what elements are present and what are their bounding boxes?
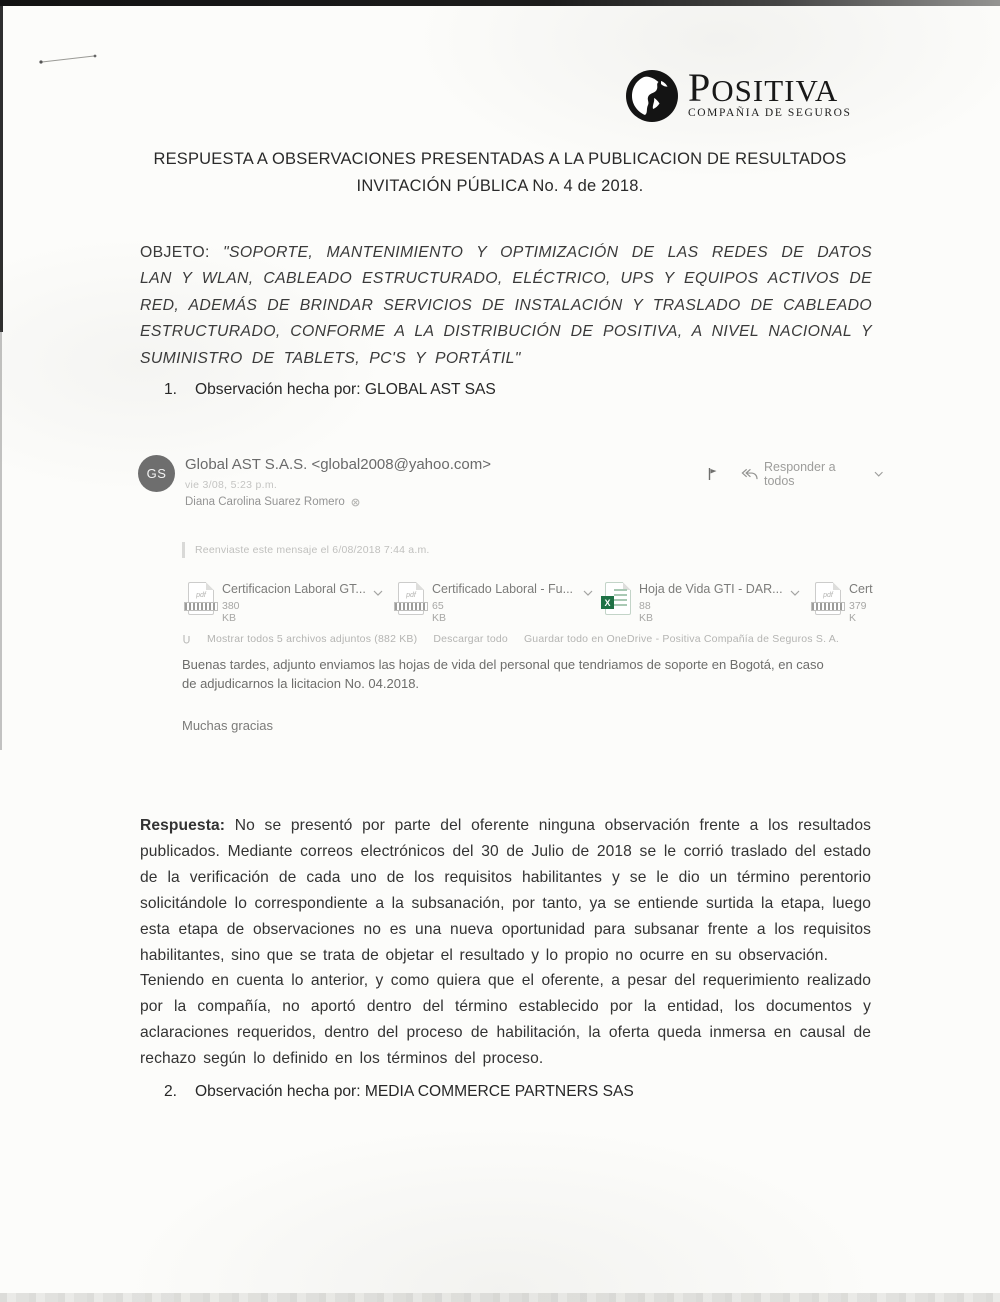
item-text: Observación hecha por: GLOBAL AST SAS [195,381,496,398]
response-label: Respuesta: [140,817,226,834]
scan-artifact-left-edge-faint [0,330,2,750]
attachment-size: 379 K [849,600,867,624]
observation-item-2 [164,1083,634,1101]
pdf-file-icon: pdf [815,582,841,615]
chevron-down-icon [583,590,593,597]
document-title [100,146,900,200]
attachment-name: Certificado Laboral - Fu... [432,582,574,596]
item-number: 2. [164,1083,178,1100]
download-all-link: Descargar todo [433,633,508,645]
email-body: Buenas tardes, adjunto enviamos las hojas de vida del personal que tendriamos de soporte en Bogotá, en caso de adjudicarnos la licitacion No. 04.2018. [182,657,824,691]
attachments-icon [182,634,191,644]
attachment-size: 65 KB [432,600,447,624]
pdf-file-icon: pdf [188,582,214,615]
company-logo [624,65,856,124]
item-number: 1. [164,381,178,398]
email-recipient-row [185,496,360,508]
closing-paragraph: Teniendo en cuenta lo anterior, y como quiera que el oferente, a pesar del requerimiento realizado por la compañía, no aportó dentro del término establecido por la entidad, los documentos y aclaraciones requeridos, dentro del proceso de habilitación, la oferta queda inmersa en causal de rechazo según lo definido en los términos del proceso. [140,972,871,1067]
attachment-name: Cert [849,582,873,596]
email-recipient: Diana Carolina Suarez Romero [185,496,345,508]
chevron-down-icon [874,471,883,478]
email-date: vie 3/08, 5:23 p.m. [185,479,278,491]
save-to-onedrive-link: Guardar todo en OneDrive - Positiva Compañía de Seguros S. A. [523,633,840,645]
reply-all-label: Responder a todos [763,460,836,488]
response-paragraph [140,813,871,968]
logo-brand-text: POSITIVA [688,65,839,110]
scan-artifact-bottom-edge [0,1293,1000,1302]
scan-artifact-left-edge [0,6,3,332]
embedded-email-screenshot [138,452,883,782]
pen-mark [36,52,106,66]
show-all-attachments-link: Mostrar todos 5 archivos adjuntos (882 KB) [207,633,418,645]
item-text: Observación hecha por: MEDIA COMMERCE PARTNERS SAS [195,1083,634,1100]
objeto-label: OBJETO: [140,244,210,261]
email-sender: Global AST S.A.S. <global2008@yahoo.com> [185,456,491,473]
logo-tagline-text: COMPAÑIA DE SEGUROS [688,107,852,119]
attachment-size: 88 KB [639,600,654,624]
attachment-name: Hoja de Vida GTI - DAR... [639,582,783,596]
recipient-expand-icon [351,498,360,507]
chevron-down-icon [373,590,383,597]
objeto-text: "SOPORTE, MANTENIMIENTO Y OPTIMIZACIÓN DE LAS REDES DE DATOS LAN Y WLAN, CABLEADO ESTRUCTURADO, ELÉCTRICO, UPS Y EQUIPOS ACTIVOS DE RED, ADEMÁS DE BRINDAR SERVICIOS DE INSTALACIÓN Y TRASLADO DE CABLEADO ESTRUCTURADO, CONFORME A LA DISTRIBUCIÓN DE POSITIVA, A NIVEL NACIONAL Y SUMINISTRO DE TABLETS, PC'S Y PORTÁTIL" [140,244,872,367]
response-text: No se presentó por parte del oferente ninguna observación frente a los resultados publicados. Mediante correos electrónicos del 30 de Julio de 2018 se le corrió traslado del estado de la verificación de cada uno de los requisitos habilitantes y se le dio un término perentorio solicitándole lo correspondiente a la subsanación, por tanto, ya se entiende surtida la etapa, luego esta etapa de observaciones no es una nueva oportunidad para subsanar frente a los requisitos habilitantes, sino que se trata de objetar el resultado y lo propio no ocurre en su observación. [140,817,871,964]
email-actions [708,460,883,488]
observation-item-1 [164,381,496,399]
attachment-size: 380 KB [222,600,240,624]
document-title-line2: INVITACIÓN PÚBLICA No. 4 de 2018. [356,177,644,195]
attachment-links-row [182,633,839,645]
forwarded-note: Reenviaste este mensaje el 6/08/2018 7:44 a.m. [182,542,430,558]
attachment-name: Certificacion Laboral GT... [222,582,366,596]
avatar: GS [138,455,175,492]
reply-all-icon [741,468,758,480]
excel-file-icon: X [605,582,631,615]
objeto-paragraph [140,240,872,372]
email-closing: Muchas gracias [182,718,274,733]
positiva-globe-icon [624,68,680,124]
document-title-line1: RESPUESTA A OBSERVACIONES PRESENTADAS A LA PUBLICACION DE RESULTADOS [153,150,847,168]
chevron-down-icon [790,590,800,597]
scan-artifact-top-edge [0,0,1000,6]
pdf-file-icon: pdf [398,582,424,615]
flag-icon [708,468,717,480]
